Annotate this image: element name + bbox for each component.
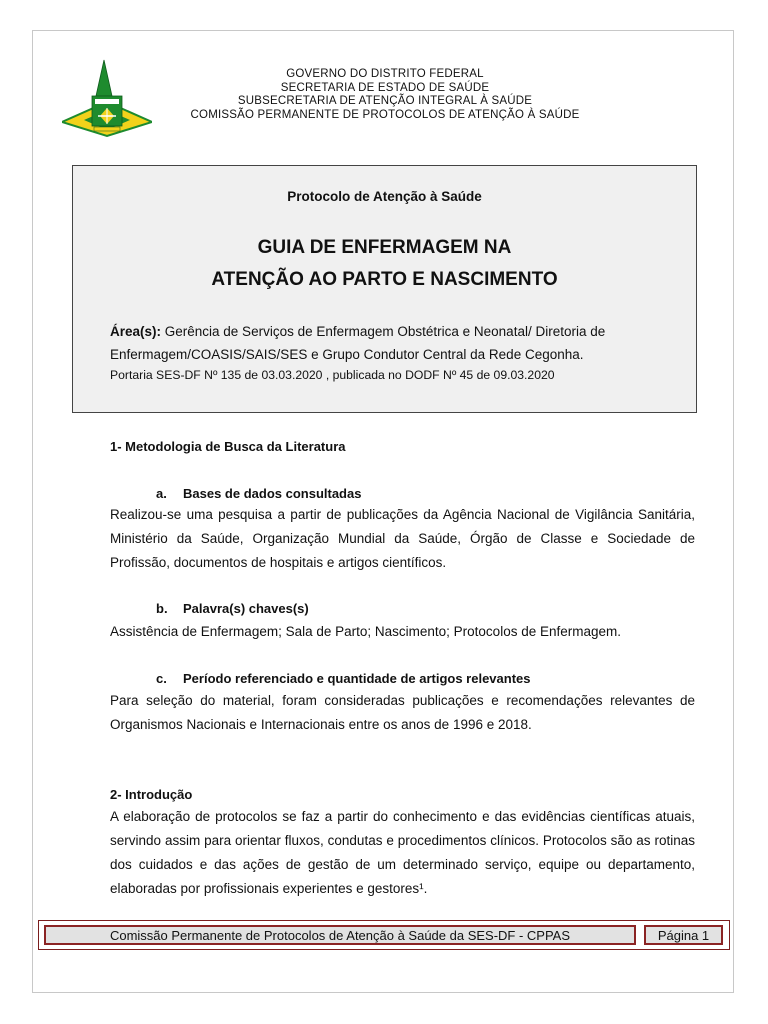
section1b-text: Assistência de Enfermagem; Sala de Parto; Nascimento; Protocolos de Enfermagem. xyxy=(110,624,621,639)
footer-commission-label: Comissão Permanente de Protocolos de Atenção à Saúde da SES-DF - CPPAS xyxy=(44,925,636,945)
section1c-heading: Período referenciado e quantidade de artigos relevantes xyxy=(183,671,531,686)
section1b-marker: b. xyxy=(156,601,168,616)
header-line-government: GOVERNO DO DISTRITO FEDERAL xyxy=(286,68,484,80)
protocol-title-line2: ATENÇÃO AO PARTO E NASCIMENTO xyxy=(211,269,558,290)
protocol-title-box xyxy=(72,165,697,413)
section2-text: A elaboração de protocolos se faz a partir do conhecimento e das evidências científicas atuais, servindo assim para orientar fluxos, condutas e procedimentos clínicos. Protocolos são as rotinas dos cuidados e das ações de gestão de um determinado serviço, equipe ou departamento, elaboradas por profissionais experientes e gestores¹. xyxy=(110,809,695,896)
document-header xyxy=(170,68,600,122)
footer-page-number: Página 1 xyxy=(644,925,723,945)
header-line-secretariat: SECRETARIA DE ESTADO DE SAÚDE xyxy=(280,81,490,94)
protocol-subtitle: Protocolo de Atenção à Saúde xyxy=(287,189,482,204)
protocol-portaria: Portaria SES-DF Nº 135 de 03.03.2020 , publicada no DODF Nº 45 de 09.03.2020 xyxy=(110,368,555,382)
section1a-heading: Bases de dados consultadas xyxy=(183,486,362,501)
area-text: Gerência de Serviços de Enfermagem Obstétrica e Neonatal/ Diretoria de Enfermagem/COASIS/SAIS/SES e Grupo Condutor Central da Rede Cegonha. xyxy=(110,324,606,362)
section1b-heading: Palavra(s) chaves(s) xyxy=(183,601,309,616)
section1a-text: Realizou-se uma pesquisa a partir de publicações da Agência Nacional de Vigilância Sanitária, Ministério da Saúde, Organização Mundial da Saúde, Órgão de Classe e Sociedade de Profissão, documentos de hospitais e artigos científicos. xyxy=(110,507,695,570)
header-line-commission: COMISSÃO PERMANENTE DE PROTOCOLOS DE ATENÇÃO À SAÚDE xyxy=(190,108,580,121)
section2-heading: 2- Introdução xyxy=(110,787,193,802)
page-footer xyxy=(38,920,730,950)
section1-heading: 1- Metodologia de Busca da Literatura xyxy=(110,439,346,454)
gdf-coat-of-arms-logo xyxy=(62,58,152,138)
section1a-marker: a. xyxy=(156,486,167,501)
area-label: Área(s): xyxy=(110,324,162,339)
protocol-area xyxy=(110,320,680,366)
protocol-title-line1: GUIA DE ENFERMAGEM NA xyxy=(257,237,512,258)
protocol-title xyxy=(73,232,696,296)
header-line-subsecretariat: SUBSECRETARIA DE ATENÇÃO INTEGRAL À SAÚDE xyxy=(237,95,533,107)
section1c-marker: c. xyxy=(156,671,167,686)
section1c-text: Para seleção do material, foram consideradas publicações e recomendações relevantes de Organismos Nacionais e Internacionais entre os anos de 1996 e 2018. xyxy=(110,693,695,732)
